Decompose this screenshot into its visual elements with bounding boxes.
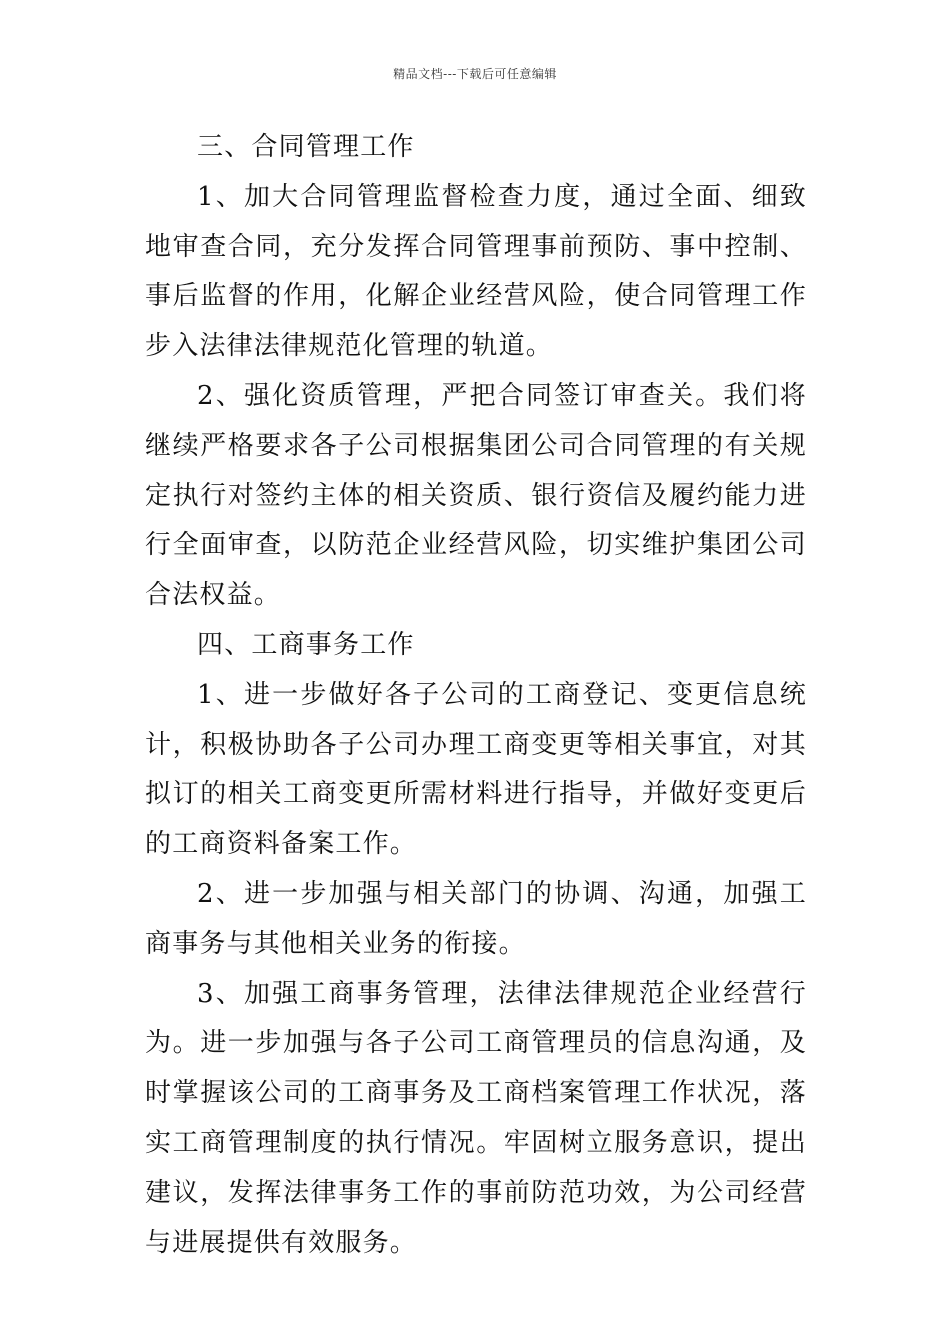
paragraph-business-1: 1、进一步做好各子公司的工商登记、变更信息统计，积极协助各子公司办理工商变更等相关事宜，对其拟订的相关工商变更所需材料进行指导，并做好变更后的工商资料备案工作。 xyxy=(145,679,807,860)
section-heading-business-affairs: 四、工商事务工作 xyxy=(197,629,415,660)
document-body xyxy=(145,123,807,1268)
page-header: 精品文档---下载后可任意编辑 xyxy=(393,67,557,81)
paragraph-business-2: 2、进一步加强与相关部门的协调、沟通，加强工商事务与其他相关业务的衔接。 xyxy=(145,878,807,959)
paragraph-business-3: 3、加强工商事务管理，法律法律规范企业经营行为。进一步加强与各子公司工商管理员的信息沟通，及时掌握该公司的工商事务及工商档案管理工作状况，落实工商管理制度的执行情况。牢固树立服务意识，提出建议，发挥法律事务工作的事前防范功效，为公司经营与进展提供有效服务。 xyxy=(145,978,807,1258)
section-heading-contract-management: 三、合同管理工作 xyxy=(197,132,415,162)
paragraph-contract-2: 2、强化资质管理，严把合同签订审查关。我们将继续严格要求各子公司根据集团公司合同管理的有关规定执行对签约主体的相关资质、银行资信及履约能力进行全面审查，以防范企业经营风险，切实维护集团公司合法权益。 xyxy=(145,380,807,611)
paragraph-contract-1: 1、加大合同管理监督检查力度，通过全面、细致地审查合同，充分发挥合同管理事前预防、事中控制、事后监督的作用，化解企业经营风险，使合同管理工作步入法律法律规范化管理的轨道。 xyxy=(145,181,807,362)
